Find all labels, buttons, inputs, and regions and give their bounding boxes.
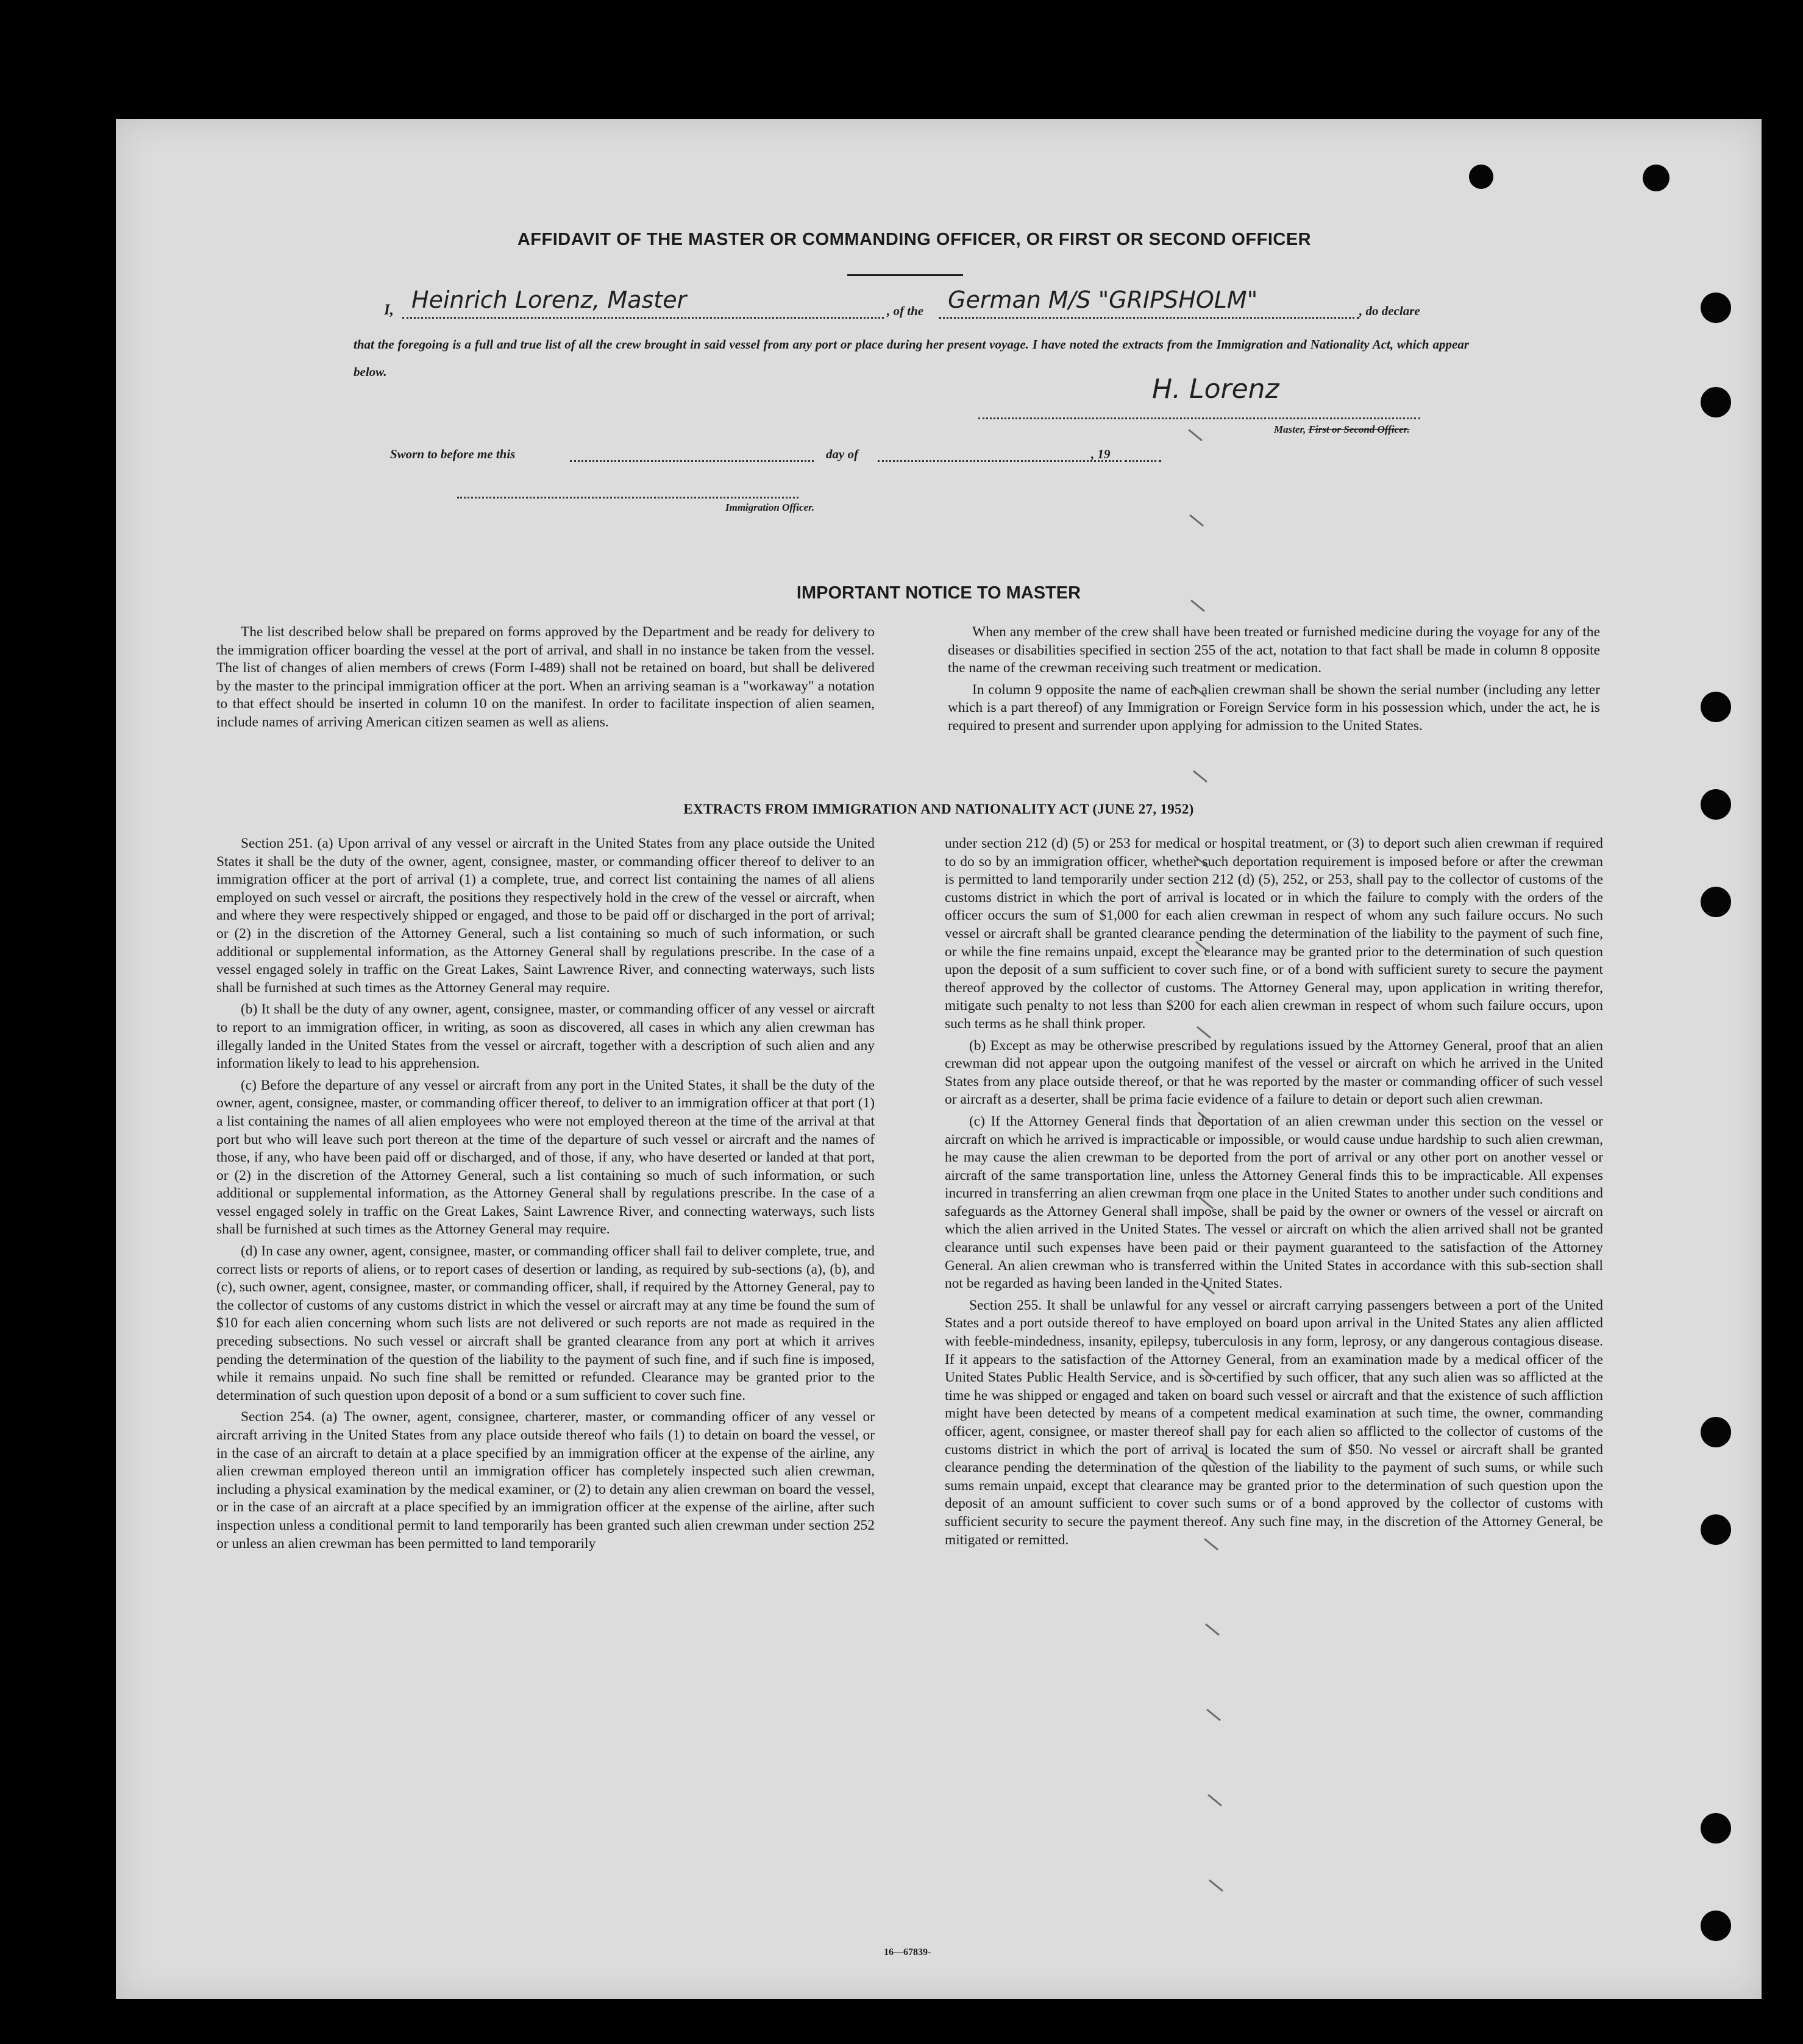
section-251-c: (c) Before the departure of any vessel or aircraft from any port in the United States, it shall be the duty of the owner, agent, consignee, master, or commanding officer thereof, to deliver to an immigration officer at that port (1) a list containing the names of all alien employees who were not employed thereon at the time of the arrival at that port but who will leave such port thereon at the time of the departure of such vessel or aircraft and the names of those, if any, who have been paid off or discharged, and of those, if any, who have deserted or landed at that port, or (2) in the discretion of the Attorney General, such a list containing so much of such information, or such additional or supplemental information, as the Attorney General shall by regulations prescribe. In the case of a vessel engaged solely in traffic on the Great Lakes, Saint Lawrence River, and connecting waterways, such lists shall be furnished at such times as the Attorney General may require. (216, 1077, 875, 1238)
section-251-d: (d) In case any owner, agent, consignee, master, or commanding officer shall fail to deliver complete, true, and correct lists or reports of aliens, or to report cases of desertion or landing, as required by sub-sections (a), (b), and (c), such owner, agent, consignee, master, or commanding officer, shall, if required by the Attorney General, pay to the collector of customs of any customs district in which the vessel or aircraft may at any time be found the sum of $10 for each alien concerning whom such lists are not delivered or such reports are not made as required in the preceding subsections. No such vessel or aircraft shall be granted clearance from any port at which it arrives pending the determination of the question of the liability to the payment of such fine, and if such fine is imposed, while it remains unpaid. No such fine shall be remitted or refunded. Clearance may be granted prior to the determination of such question upon deposit of a bond or a sum sufficient to cover such fine. (216, 1243, 875, 1403)
sworn-month-line (878, 460, 1122, 462)
section-255: Section 255. It shall be unlawful for any vessel or aircraft carrying passengers between a port of the United States and a port outside thereof to have employed on board upon arrival in the United States any alien afflicted with feeble-mindedness, insanity, epilepsy, tuberculosis in any form, leprosy, or any dangerous contagious disease. If it appears to the satisfaction of the Attorney General, from an examination made by a medical officer of the United States Public Health Service, and is so certified by such officer, that any such alien was so afflicted at the time he was shipped or engaged and taken on board such vessel or aircraft and that the existence of such affliction might have been detected by means of a competent medical examination at such time, the owner, commanding officer, agent, consignee, or master thereof shall pay for each alien so afflicted to the collector of customs of the customs district in which the port of arrival is located the sum of $50. No vessel or aircraft shall be granted clearance pending the determination of the question of the liability to the payment of such sums, or while such sums remain unpaid, except that clearance may be granted prior to the determination of such question upon the deposit of an amount sufficient to cover such sums or of a bond approved by the collector of customs with sufficient security to secure the payment thereof. Any such fine may, in the discretion of the Attorney General, be mitigated or remitted. (945, 1297, 1603, 1548)
punch-hole (1701, 1911, 1731, 1941)
affidavit-title: AFFIDAVIT OF THE MASTER OR COMMANDING OFFICER, OR FIRST OR SECOND OFFICER (517, 230, 1312, 249)
vessel-name-line (939, 317, 1359, 319)
year-label: , 19 (1091, 447, 1111, 461)
signature-line (978, 417, 1420, 419)
document-page (116, 119, 1762, 1999)
section-254-a-continued: under section 212 (d) (5) or 253 for medical or hospital treatment, or (3) to deport such alien crewman if required to do so by an immigration officer, whether such deportation requirement is imposed before or after the crewman is permitted to land temporarily under section 212 (d) (5), 252, or 253, shall pay to the collector of customs of the customs district in which the port of arrival is located or in which the failure to comply with the orders of the officer occurs the sum of $1,000 for each alien crewman in respect of whom any such failure occurs. No such vessel or aircraft shall be granted clearance pending the determination of the liability to the payment of such fine, or while the fine remains unpaid, except the clearance may be granted prior to the determination of such question upon the deposit of a sum sufficient to cover such fine, or of a bond with sufficient surety to secure the payment thereof approved by the collector of customs. The Attorney General may, upon application in writing therefor, mitigate such penalty to not less than $200 for each alien crewman in respect of whom such failure occurs, upon such terms as he shall think proper. (945, 836, 1603, 1032)
section-254-b: (b) Except as may be otherwise prescribed by regulations issued by the Attorney General, proof that an alien crewman did not appear upon the outgoing manifest of the vessel or aircraft on which he arrived in the United States from any place outside thereof, or that he was reported by the master or commanding officer of such vessel or aircraft as a deserter, shall be prima facie evidence of a failure to detain or deport such alien crewman. (945, 1037, 1603, 1108)
punch-hole (1469, 165, 1493, 189)
extracts-title: EXTRACTS FROM IMMIGRATION AND NATIONALITY ACT (JUNE 27, 1952) (683, 801, 1194, 817)
notice-title: IMPORTANT NOTICE TO MASTER (796, 583, 1081, 603)
immigration-officer-caption: Immigration Officer. (725, 502, 815, 513)
vessel-name-handwritten: German M/S "GRIPSHOLM" (948, 286, 1258, 313)
sworn-label: Sworn to before me this (390, 447, 516, 461)
master-signature: H. Lorenz (1152, 374, 1279, 405)
notice-right-paragraph-2: In column 9 opposite the name of each alien crewman shall be shown the serial number (including any letter which is a part thereof) of any Immigration or Foreign Service form in his possession which, under the act, he is required to present and surrender upon applying for admission to the United States. (948, 681, 1600, 734)
punch-hole (1701, 387, 1731, 417)
notice-right-paragraph-1: When any member of the crew shall have been treated or furnished medicine during the voyage for any of the diseases or disabilities specified in section 255 of the act, notation to that fact shall be made in column 8 opposite the name of the crewman receiving such treatment or medication. (948, 624, 1600, 676)
master-name-handwritten: Heinrich Lorenz, Master (411, 286, 687, 313)
punch-hole (1701, 1514, 1731, 1545)
section-254-c: (c) If the Attorney General finds that deportation of an alien crewman under this section on the vessel or aircraft on which he arrived is impracticable or impossible, or would cause undue hardship to such alien crewman, he may cause the alien crewman to be deported from the port of arrival or any other port on another vessel or aircraft of the same transportation line, unless the Attorney General finds this to be impracticable. All expenses incurred in transferring an alien crewman from one place in the United States to another under such conditions and safeguards as the Attorney General shall impose, shall be paid by the owner or owners of the vessel or aircraft on which the alien arrived in the United States. The vessel or aircraft on which the alien arrived shall not be granted clearance until such expenses have been paid or their payment guaranteed to the satisfaction of the Attorney General. An alien crewman who is transferred within the United States in accordance with this sub-section shall not be regarded as having been landed in the United States. (945, 1113, 1603, 1292)
do-declare-label: , do declare (1359, 303, 1420, 318)
declaration-text: that the foregoing is a full and true list of all the crew brought in said vessel from any port or place during her present voyage. I have noted the extracts from the Immigration and Nationality Act, which appear below. (354, 337, 1469, 379)
punch-hole (1643, 165, 1670, 191)
of-the-label: , of the (887, 303, 924, 318)
section-254-a: Section 254. (a) The owner, agent, consignee, charterer, master, or commanding officer of any vessel or aircraft arriving in the United States from any place outside thereof who fails (1) to detain on board the vessel, or in the case of an aircraft to detain at a place specified by an immigration officer at the expense of the airline, any alien crewman employed thereon until an immigration officer has completely inspected such alien crewman, including a physical examination by the medical examiner, or (2) to detain any alien crewman on board the vessel, or in the case of an aircraft at a place specified by an immigration officer at the expense of the airline, after such inspection unless a conditional permit to land temporarily has been granted such alien crewman under section 252 or unless an alien crewman has been permitted to land temporarily (216, 1409, 875, 1552)
sworn-day-line (570, 460, 814, 462)
notice-right-column (948, 623, 1600, 736)
extracts-right-column (945, 835, 1603, 1549)
sworn-year-line (1125, 460, 1161, 462)
struck-caption: First or Second Officer. (1308, 424, 1410, 435)
extracts-left-column (216, 835, 875, 1553)
title-underline (847, 274, 963, 276)
punch-hole (1701, 1813, 1731, 1844)
punch-hole (1701, 887, 1731, 917)
i-label: I, (384, 302, 394, 318)
immigration-officer-line (457, 497, 798, 499)
section-251-b: (b) It shall be the duty of any owner, agent, consignee, master, or commanding officer of any vessel or aircraft to report to an immigration officer, in writing, as soon as discovered, all cases in which any alien crewman has illegally landed in the United States from the vessel or aircraft, together with a description of such alien and any information likely to lead to his apprehension. (216, 1001, 875, 1072)
punch-hole (1701, 293, 1731, 323)
pencil-tick-marks (1182, 424, 1256, 2008)
master-name-line (402, 317, 884, 319)
notice-left-paragraph: The list described below shall be prepared on forms approved by the Department and be ready for delivery to the immigration officer boarding the vessel at the port of arrival, and shall in no instance be taken from the vessel. The list of changes of alien members of crews (Form I-489) shall not be retained on board, but shall be delivered by the master to the principal immigration officer at the port. When an arriving seaman is a "workaway" a notation to that effect should be inserted in column 10 on the manifest. In order to facilitate inspection of alien seamen, include names of arriving American citizen seamen as well as aliens. (216, 624, 875, 730)
signature-caption (1274, 424, 1410, 436)
day-of-label: day of (826, 447, 859, 461)
section-251-a: Section 251. (a) Upon arrival of any vessel or aircraft in the United States from any place outside the United States it shall be the duty of the owner, agent, consignee, master, or commanding officer thereof to deliver to an immigration officer at the port of arrival (1) a complete, true, and correct list containing the names of all aliens employed on such vessel or aircraft, the positions they respectively hold in the crew of the vessel or aircraft, when and where they were respectively shipped or engaged, and those to be paid off or discharged in the port of arrival; or (2) in the discretion of the Attorney General, such a list containing so much of such information, or such additional or supplemental information, as the Attorney General shall by regulations prescribe. In the case of a vessel engaged solely in traffic on the Great Lakes, Saint Lawrence River, and connecting waterways, such lists shall be furnished at such times as the Attorney General may require. (216, 836, 875, 996)
master-caption: Master, (1274, 424, 1306, 435)
punch-hole (1701, 692, 1731, 722)
notice-left-column (216, 623, 875, 732)
print-code: 16—67839- (884, 1947, 931, 1957)
punch-hole (1701, 1417, 1731, 1447)
